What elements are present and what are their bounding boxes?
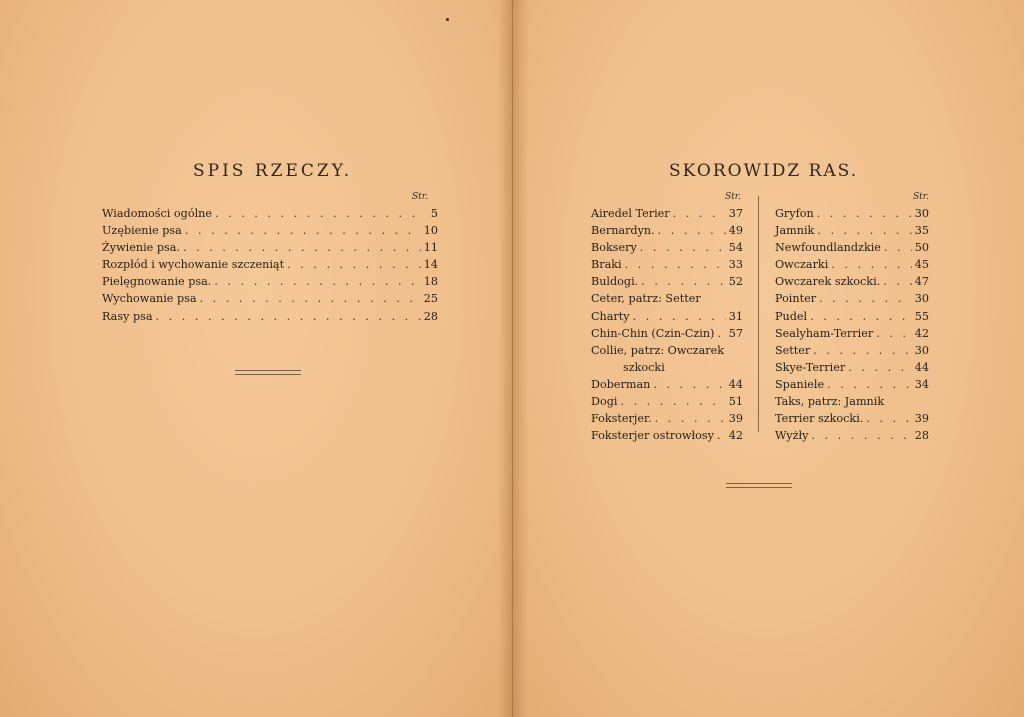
decorative-rule [726,483,792,488]
entry-page-number: 49 [728,224,743,238]
entry-page-number: 5 [430,207,438,220]
entry-page-number: 34 [914,377,929,391]
decorative-rule [235,370,301,375]
entry-label: Wyżły [775,429,809,443]
leader-dots [640,239,726,256]
entry-label: Airedel Terier [591,207,670,220]
entry-label: Setter [775,343,811,357]
entry-page-number: 30 [914,207,929,220]
entry-label: Foksterjer. [591,412,652,426]
leader-dots [658,222,726,239]
breed-index-column-1 [591,205,743,444]
page-column-header: Str. [725,192,741,202]
breed-entry [591,325,743,342]
breed-entry [775,256,929,273]
entry-label: Owczarek szkocki. [775,275,881,289]
leader-dots [625,256,726,273]
entry-page-number: 10 [423,224,438,238]
entry-page-number: 33 [728,258,743,272]
entry-page-number: 18 [423,275,438,289]
breed-entry [775,325,929,342]
toc-entry [102,222,438,239]
breed-index-column-2 [775,205,929,444]
entry-label: Foksterjer ostrowłosy [591,429,714,443]
breed-entry [591,239,743,256]
entry-label: Rozpłód i wychowanie szczeniąt [102,258,285,272]
entry-page-number: 30 [914,292,929,306]
leader-dots [717,325,725,342]
entry-page-number: 14 [423,258,438,272]
leader-dots [717,427,726,444]
entry-page-number: 39 [728,412,743,426]
leader-dots [200,290,421,307]
entry-label: szkocki [623,360,665,374]
toc-entry [102,256,438,273]
entry-label: Gryfon [775,207,814,220]
leader-dots [827,376,912,393]
leader-dots [866,410,911,427]
entry-label: Braki [591,258,622,272]
toc-entry [102,290,438,307]
leader-dots [813,342,912,359]
entry-label: Wychowanie psa [102,292,197,306]
breed-entry [775,239,929,256]
entry-label: Pointer [775,292,817,306]
leader-dots [831,256,911,273]
toc-entry [102,239,438,256]
breed-entry [775,427,929,444]
breed-entry [591,273,743,290]
entry-label: Ceter, patrz: Setter [591,292,701,306]
breed-entry [591,427,743,444]
breed-entry [591,359,743,376]
breed-entry [591,342,743,359]
entry-label: Jamnik [775,224,815,238]
entry-page-number: 11 [423,241,438,255]
paper-speck [446,18,449,21]
right-page [513,0,1024,717]
entry-label: Pielęgnowanie psa. [102,275,212,289]
entry-page-number: 42 [914,326,929,340]
entry-label: Uzębienie psa [102,224,182,238]
entry-page-number: 55 [914,309,929,323]
leader-dots [183,239,421,256]
entry-label: Charty [591,309,630,323]
breed-entry [775,273,929,290]
toc-entry [102,308,438,325]
entry-label: Sealyham-Terrier [775,326,874,340]
entry-page-number: 44 [728,377,743,391]
breed-entry [775,359,929,376]
breed-entry [591,290,743,307]
entry-label: Bernardyn. [591,224,655,238]
entry-page-number: 28 [914,429,929,443]
leader-dots [810,308,912,325]
entry-page-number: 54 [728,241,743,255]
leader-dots [811,427,911,444]
entry-label: Dogi [591,395,618,409]
breed-entry [591,410,743,427]
leader-dots [848,359,912,376]
breed-entry [591,393,743,410]
leader-dots [156,308,421,325]
entry-label: Spaniele [775,377,825,391]
entry-page-number: 25 [423,292,438,306]
entry-page-number: 30 [914,343,929,357]
leader-dots [884,239,912,256]
leader-dots [214,273,420,290]
entry-page-number: 31 [728,309,743,323]
leader-dots [215,205,421,222]
table-of-contents [102,205,438,325]
index-title: SKOROWIDZ RAS. [669,161,859,181]
breed-entry [591,308,743,325]
breed-entry [775,205,929,222]
breed-entry [775,290,929,307]
page-title: SPIS RZECZY. [193,161,353,181]
entry-page-number: 52 [728,275,743,289]
breed-entry [775,222,929,239]
page-column-header: Str. [913,192,929,202]
entry-label: Chin-Chin (Czin-Czin) [591,326,715,340]
entry-label: Terrier szkocki. [775,412,864,426]
leader-dots [655,410,726,427]
leader-dots [633,308,726,325]
leader-dots [819,290,912,307]
leader-dots [673,205,726,222]
entry-label: Wiadomości ogólne [102,207,212,220]
breed-entry [775,308,929,325]
entry-page-number: 39 [914,412,929,426]
entry-label: Taks, patrz: Jamnik [775,395,885,409]
breed-entry [775,376,929,393]
entry-page-number: 37 [728,207,743,220]
leader-dots [185,222,421,239]
entry-page-number: 50 [914,241,929,255]
entry-page-number: 44 [914,360,929,374]
breed-entry [591,205,743,222]
breed-entry [591,256,743,273]
leader-dots [876,325,912,342]
breed-entry [775,393,929,410]
entry-page-number: 51 [728,395,743,409]
leader-dots [287,256,421,273]
toc-entry [102,273,438,290]
entry-page-number: 47 [914,275,929,289]
leader-dots [641,273,726,290]
entry-label: Boksery [591,241,637,255]
entry-label: Pudel [775,309,808,323]
breed-entry [591,376,743,393]
entry-page-number: 42 [728,429,743,443]
toc-entry [102,205,438,222]
entry-page-number: 35 [914,224,929,238]
leader-dots [620,393,725,410]
leader-dots [817,205,912,222]
leader-dots [653,376,725,393]
entry-label: Żywienie psa. [102,241,180,255]
breed-entry [591,222,743,239]
entry-label: Collie, patrz: Owczarek [591,343,724,357]
book-gutter [498,0,528,717]
breed-entry [775,410,929,427]
entry-label: Owczarki [775,258,829,272]
entry-page-number: 28 [423,309,438,323]
entry-label: Skye-Terrier [775,360,846,374]
entry-label: Doberman [591,377,651,391]
entry-page-number: 57 [728,326,743,340]
entry-label: Rasy psa [102,309,153,323]
page-column-header: Str. [412,192,428,202]
leader-dots [883,273,912,290]
leader-dots [817,222,911,239]
breed-entry [775,342,929,359]
column-divider [758,196,759,432]
entry-page-number: 45 [914,258,929,272]
entry-label: Newfoundlandzkie [775,241,881,255]
entry-label: Buldogi. [591,275,639,289]
